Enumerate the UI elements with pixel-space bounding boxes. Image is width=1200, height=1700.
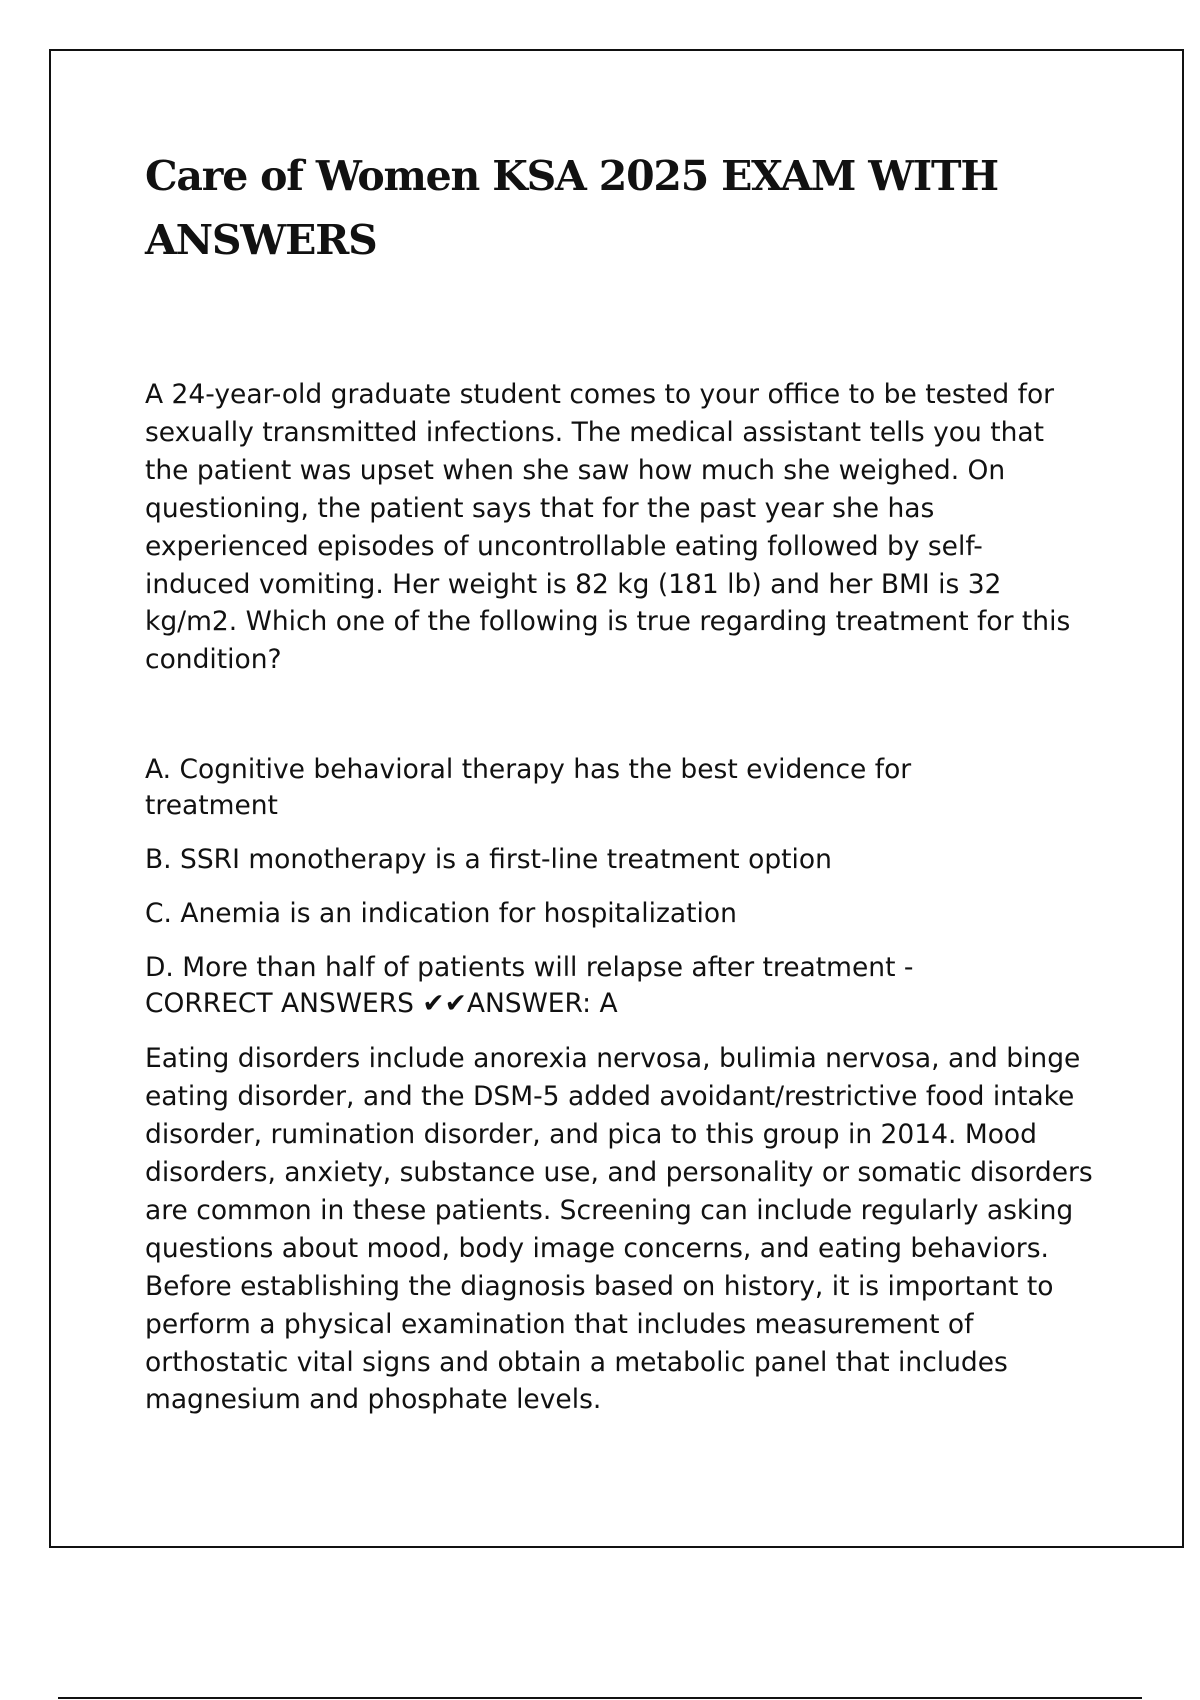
correct-answer: CORRECT ANSWERS ✔✔ANSWER: A — [145, 988, 618, 1020]
option-c: C. Anemia is an indication for hospitalization — [145, 898, 737, 930]
option-a: A. Cognitive behavioral therapy has the best evidence for treatment — [145, 754, 912, 822]
question-text: A 24-year-old graduate student comes to your office to be tested for sexually transmitted infections. The medical assistant tells you that the patient was upset when she saw how much she weighed. On questioning, the patient says that for the past year she has experienced episodes of uncontrollable eating followed by self-induced vomiting. Her weight is 82 kg (181 lb) and her BMI is 32 kg/m2. Which one of the following is true regarding treatment for this condition? — [145, 379, 1071, 676]
answer-options — [145, 752, 1085, 1022]
option-b: B. SSRI monotherapy is a first-line treatment option — [145, 844, 832, 876]
page-divider — [58, 1697, 1142, 1699]
option-d-text: D. More than half of patients will relapse after treatment - — [145, 952, 914, 984]
document-title: Care of Women KSA 2025 EXAM WITH ANSWERS — [145, 152, 998, 264]
option-d — [145, 950, 1025, 1022]
document-content — [145, 144, 1093, 1419]
answer-explanation: Eating disorders include anorexia nervosa, bulimia nervosa, and binge eating disorder, and the DSM-5 added avoidant/restrictive food intake disorder, rumination disorder, and pica to this group in 2014. Mood disorders, anxiety, substance use, and personality or somatic disorders are common in these patients. Screening can include regularly asking questions about mood, body image concerns, and eating behaviors. Before establishing the diagnosis based on history, it is important to perform a physical examination that includes measurement of orthostatic vital signs and obtain a metabolic panel that includes magnesium and phosphate levels. — [145, 1043, 1093, 1416]
